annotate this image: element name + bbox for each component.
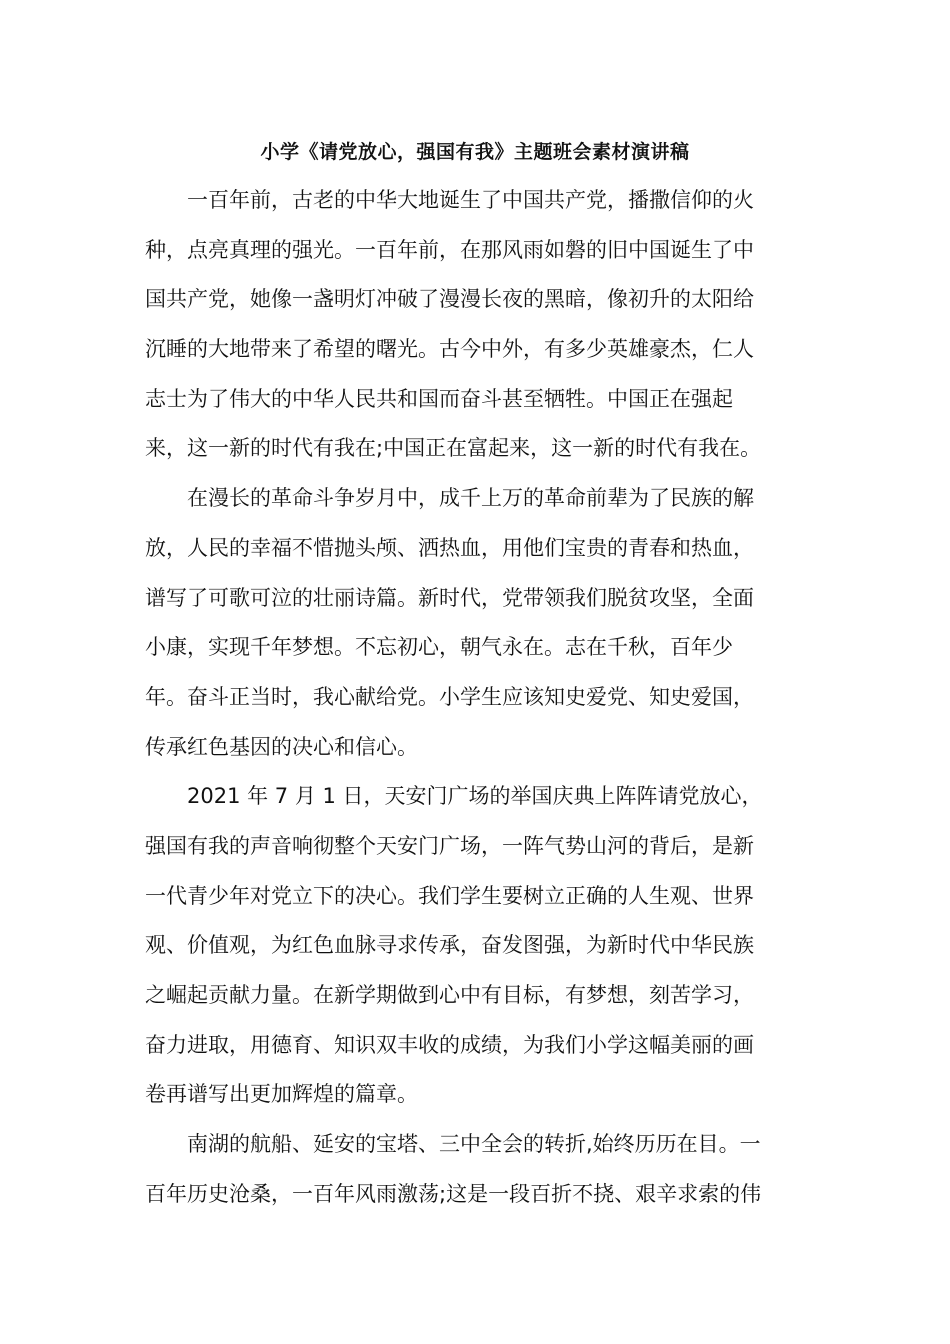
text-line: 谱写了可歌可泣的壮丽诗篇。新时代，党带领我们脱贫攻坚，全面	[145, 585, 754, 610]
text-line: 来，这一新的时代有我在;中国正在富起来，这一新的时代有我在。	[145, 436, 762, 461]
text-line: 国共产党，她像一盏明灯冲破了漫漫长夜的黑暗，像初升的太阳给	[145, 287, 754, 312]
text-line: 放，人民的幸福不惜抛头颅、洒热血，用他们宝贵的青春和热血，	[145, 535, 754, 560]
text-line: 沉睡的大地带来了希望的曙光。古今中外，有多少英雄豪杰，仁人	[145, 337, 754, 362]
text-line: 小康，实现千年梦想。不忘初心，朝气永在。志在千秋，百年少	[145, 635, 733, 660]
text-line: 传承红色基因的决心和信心。	[145, 734, 418, 759]
text-line: 强国有我的声音响彻整个天安门广场，一阵气势山河的背后，是新	[145, 833, 754, 858]
text-line: 种，点亮真理的强光。一百年前，在那风雨如磐的旧中国诞生了中	[145, 237, 754, 262]
text-line: 一代青少年对党立下的决心。我们学生要树立正确的人生观、世界	[145, 883, 754, 908]
text-line: 南湖的航船、延安的宝塔、三中全会的转折,始终历历在目。一	[187, 1132, 761, 1157]
text-line: 2021 年 7 月 1 日，天安门广场的举国庆典上阵阵请党放心，	[187, 784, 763, 809]
text-line: 年。奋斗正当时，我心献给党。小学生应该知史爱党、知史爱国，	[145, 684, 754, 709]
document-body	[145, 176, 803, 1219]
text-line: 在漫长的革命斗争岁月中，成千上万的革命前辈为了民族的解	[187, 486, 754, 511]
document-title: 小学《请党放心，强国有我》主题班会素材演讲稿	[260, 141, 690, 163]
text-line: 奋力进取，用德育、知识双丰收的成绩，为我们小学这幅美丽的画	[145, 1032, 754, 1057]
text-line: 一百年前，古老的中华大地诞生了中国共产党，播撒信仰的火	[187, 188, 754, 212]
text-line: 观、价值观，为红色血脉寻求传承，奋发图强，为新时代中华民族	[145, 933, 754, 958]
text-line: 卷再谱写出更加辉煌的篇章。	[145, 1082, 418, 1107]
text-line: 志士为了伟大的中华人民共和国而奋斗甚至牺牲。中国正在强起	[145, 386, 733, 411]
text-line: 之崛起贡献力量。在新学期做到心中有目标，有梦想，刻苦学习，	[145, 983, 754, 1007]
text-line: 百年历史沧桑，一百年风雨激荡;这是一段百折不挠、艰辛求索的伟	[145, 1181, 762, 1206]
